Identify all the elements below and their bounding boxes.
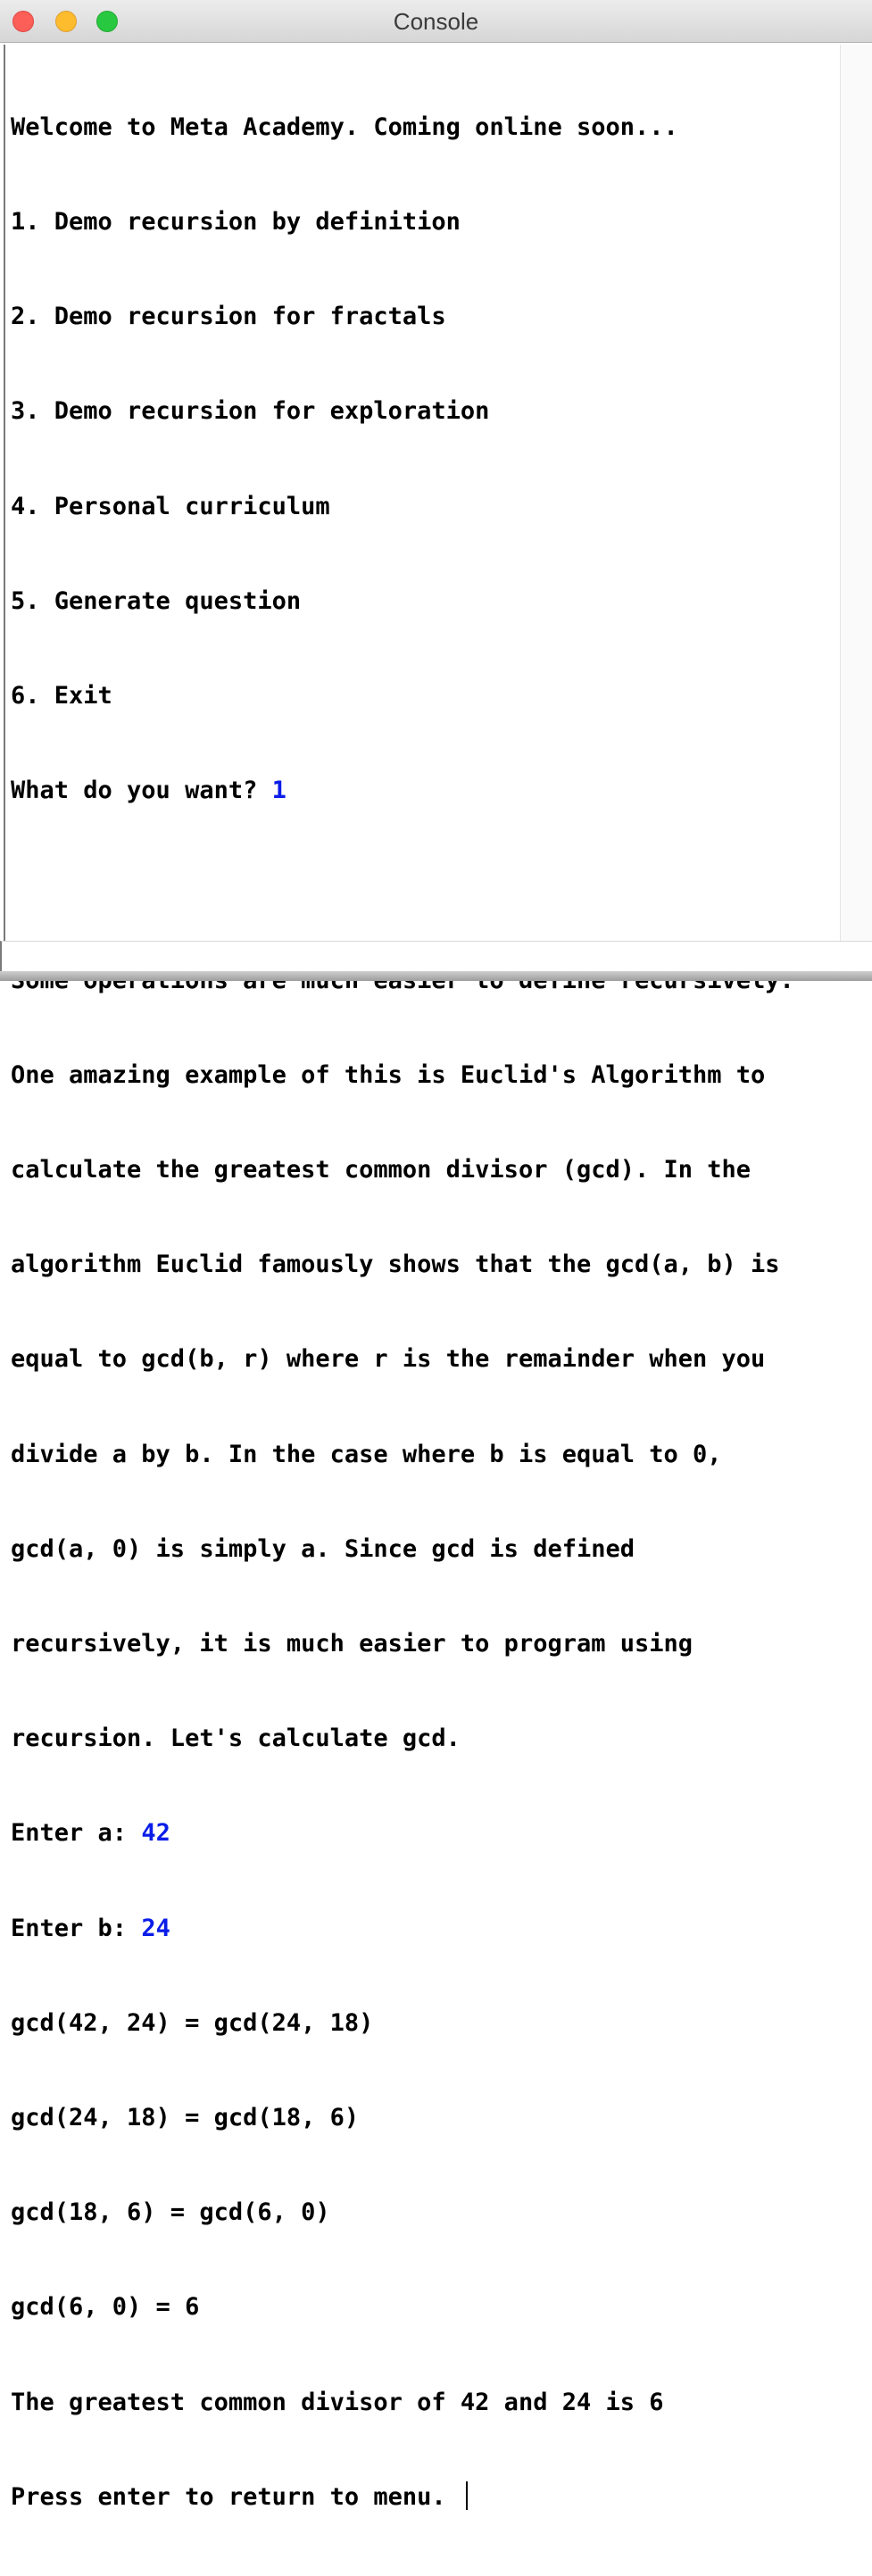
console-output-area[interactable] [4, 45, 840, 2511]
menu-option-1: 1. Demo recursion by definition [11, 208, 461, 237]
enter-a-line [11, 1817, 840, 1849]
return-prompt-line [11, 2481, 840, 2513]
menu-option-2: 2. Demo recursion for fractals [11, 303, 446, 331]
gcd-step-line: gcd(42, 24) = gcd(24, 18) [11, 2008, 374, 2037]
window-bottom-edge [0, 971, 872, 981]
enter-a-prompt: Enter a: [11, 1819, 142, 1848]
blank-line [11, 869, 840, 901]
description-line: One amazing example of this is Euclid's Algorithm to [11, 1060, 766, 1089]
description-line: equal to gcd(b, r) where r is the remainder when you [11, 1345, 766, 1374]
choice-prompt-line [11, 775, 840, 806]
input-a-value: 42 [141, 1819, 170, 1848]
description-line: recursively, it is much easier to program using [11, 1630, 693, 1658]
description-line: divide a by b. In the case where b is equal to 0, [11, 1440, 722, 1468]
gcd-step-line: gcd(6, 0) = 6 [11, 2293, 200, 2322]
input-b-value: 24 [141, 1914, 170, 1942]
gcd-step-line: gcd(18, 6) = gcd(6, 0) [11, 2198, 330, 2227]
vertical-scrollbar[interactable] [840, 45, 872, 941]
description-line: recursion. Let's calculate gcd. [11, 1724, 461, 1753]
result-line: The greatest common divisor of 42 and 24 is 6 [11, 2388, 664, 2416]
choice-prompt: What do you want? [11, 777, 272, 805]
choice-input-value: 1 [271, 777, 287, 805]
window-title: Console [393, 8, 479, 35]
text-cursor [466, 2481, 468, 2510]
console-text [5, 45, 840, 2576]
description-line: calculate the greatest common divisor (gcd). In the [11, 1156, 752, 1184]
enter-b-line [11, 1913, 840, 1944]
gcd-step-line: gcd(24, 18) = gcd(18, 6) [11, 2104, 360, 2132]
menu-option-5: 5. Generate question [11, 586, 302, 615]
description-line: algorithm Euclid famously shows that the gcd(a, b) is [11, 1251, 780, 1279]
menu-option-3: 3. Demo recursion for exploration [11, 397, 490, 426]
title-bar[interactable] [0, 0, 872, 43]
menu-option-6: 6. Exit [11, 682, 112, 710]
menu-option-4: 4. Personal curriculum [11, 492, 330, 520]
console-input-bar[interactable] [0, 941, 872, 971]
enter-b-prompt: Enter b: [11, 1914, 142, 1942]
return-prompt: Press enter to return to menu. [11, 2482, 461, 2511]
description-line: gcd(a, 0) is simply a. Since gcd is defined [11, 1534, 635, 1563]
console-line-welcome: Welcome to Meta Academy. Coming online soon... [11, 112, 678, 141]
